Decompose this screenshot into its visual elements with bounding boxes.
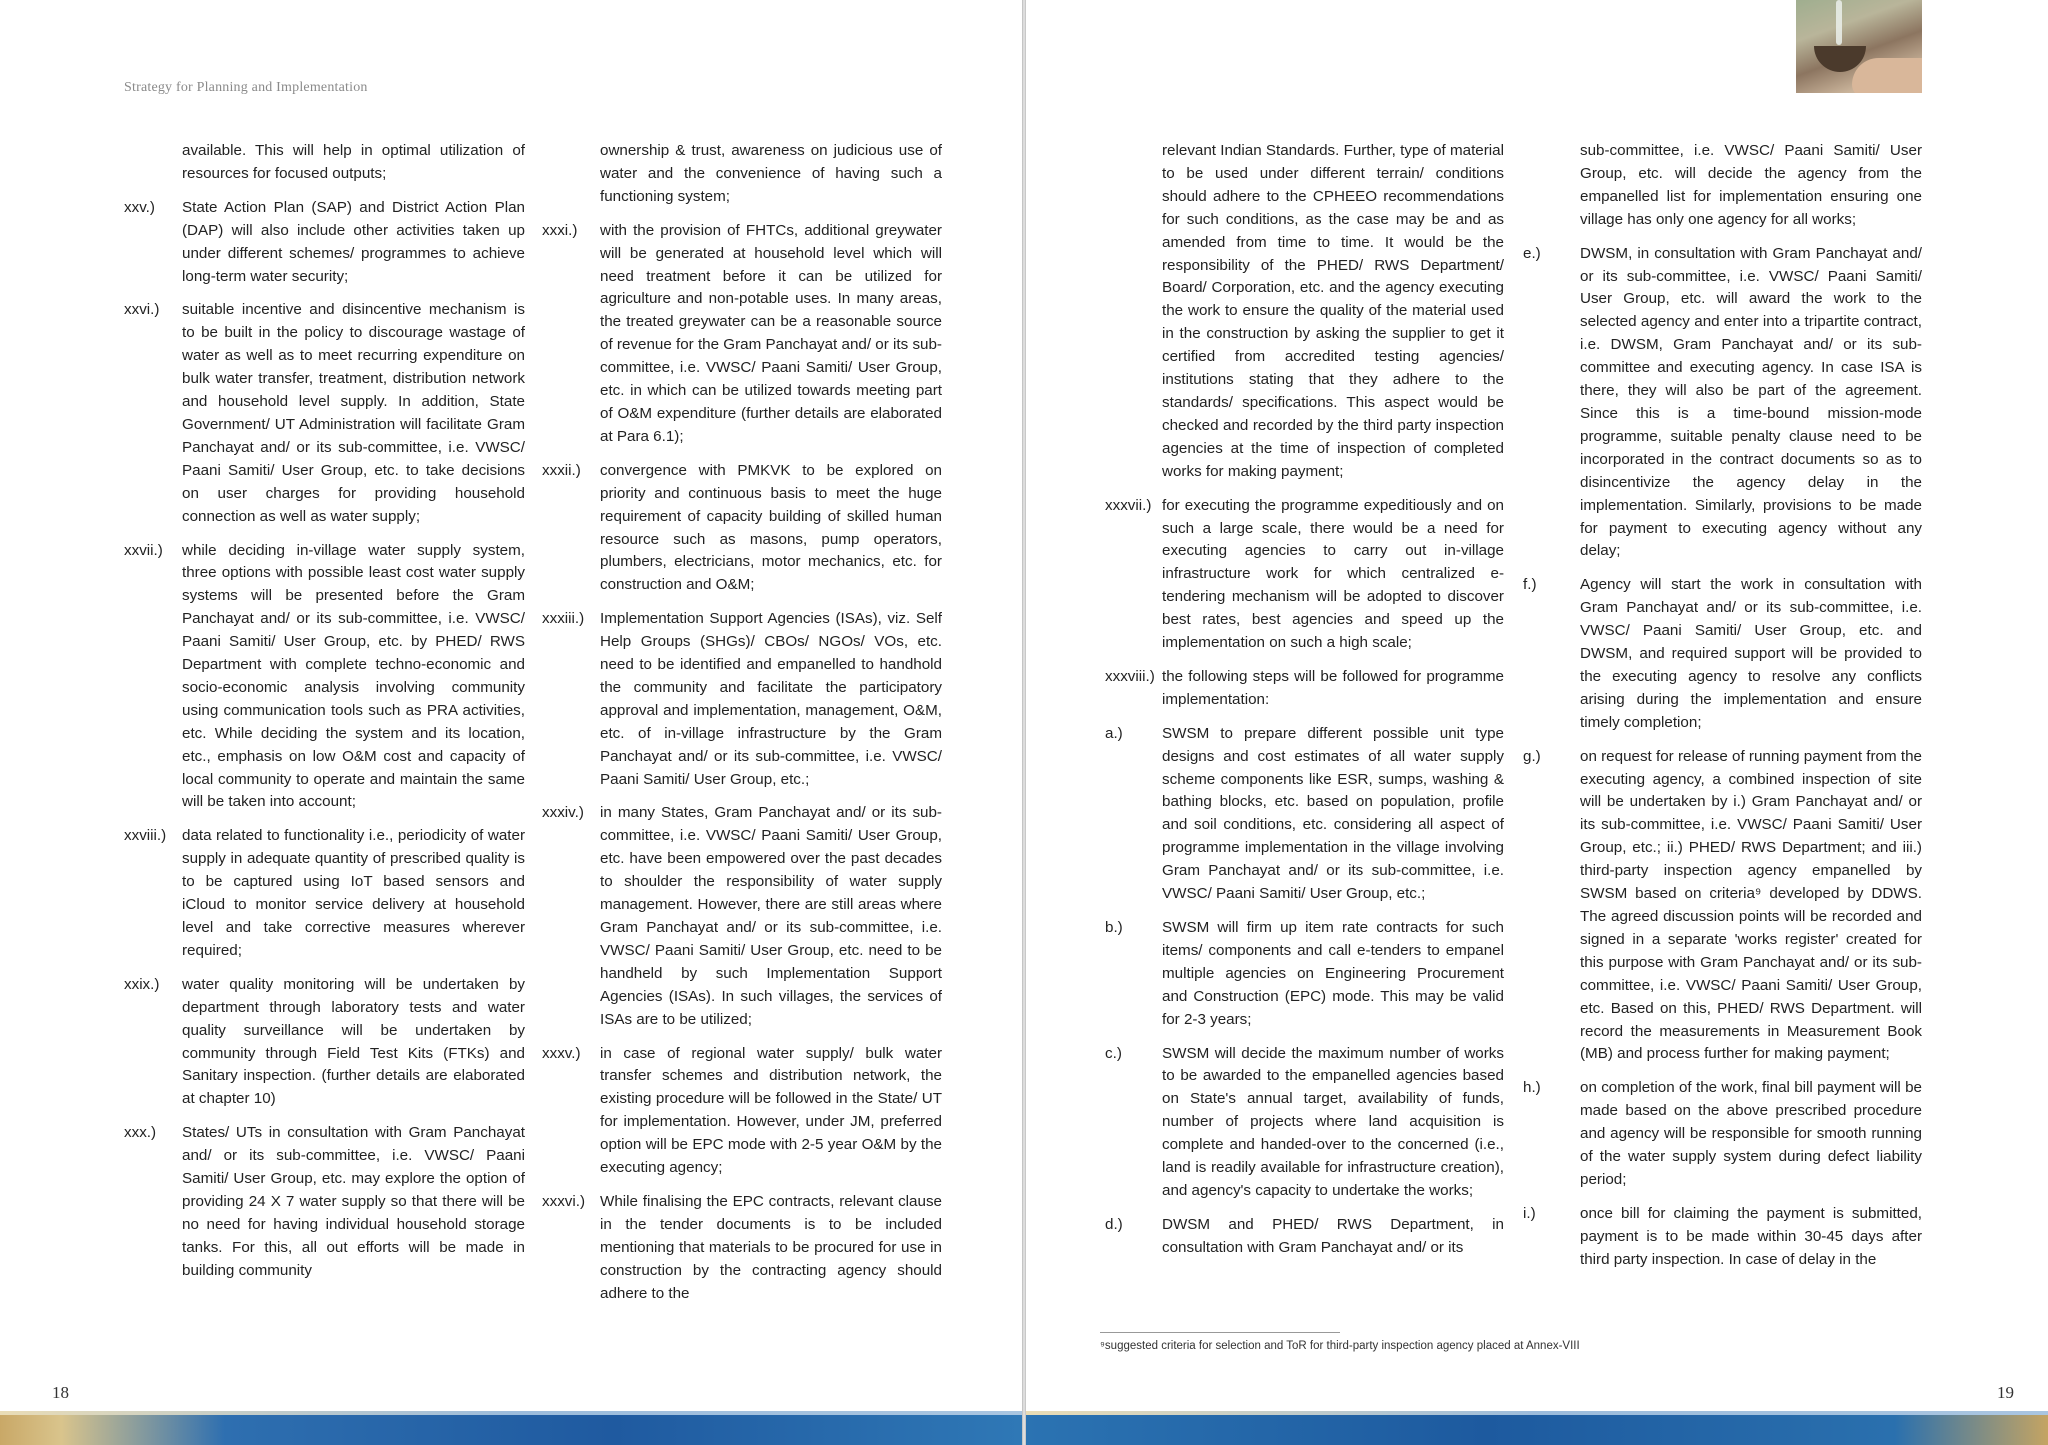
item-text: SWSM to prepare different possible unit type designs and cost estimates of all water supply scheme components like ESR, sumps, washing & bathing blocks, etc. based on population, profile and soil conditions, etc. considering all aspect of programme implementation in the village involving Gram Panchayat and/ or its sub-committee, i.e. VWSC/ Paani Samiti/ User Group, etc.; bbox=[1162, 724, 1504, 903]
item-text: on request for release of running payment from the executing agency, a combined inspection of site will be undertaken by i.) Gram Panchayat and/ or its sub-committee, i.e. VWSC/ Paani Samiti/ User Group, etc.; ii.) PHED/ RWS Department; and iii.) third-party inspection agency empanelled by SWSM based on criteria⁹ developed by DDWS. The agreed discussion points will be recorded and signed in a separate 'works register' created for this purpose with Gram Panchayat and/ or its sub-committee, i.e. VWSC/ Paani Samiti/ User Group, etc. Based on this, PHED/ RWS Department. will record the measurements in Measurement Book (MB) and process further for making payment; bbox=[1580, 747, 1922, 1063]
item-number: xxxv.) bbox=[542, 1044, 581, 1062]
item-text: SWSM will decide the maximum number of works to be awarded to the empanelled agencies based on State's annual target, availability of funds, number of projects where land acquisition is complete and handed-over to the concerned (i.e., land is readily available for infrastructure creation), and agency's capacity to undertake the works; bbox=[1162, 1044, 1504, 1199]
list-item bbox=[542, 1191, 942, 1306]
list-item bbox=[1523, 1203, 1922, 1272]
item-text: once bill for claiming the payment is submitted, payment is to be made within 30-45 days after third party inspection. In case of delay in the bbox=[1580, 1204, 1922, 1268]
list-item bbox=[1105, 495, 1504, 655]
item-text: data related to functionality i.e., periodicity of water supply in adequate quantity of prescribed quality is to be captured using IoT based sensors and iCloud to monitor service delivery at household level and take corrective measures wherever required; bbox=[182, 827, 525, 959]
item-number: a.) bbox=[1105, 724, 1123, 742]
list-item bbox=[124, 974, 525, 1111]
item-text: DWSM, in consultation with Gram Panchayat and/ or its sub-committee, i.e. VWSC/ Paani Samiti/ User Group, etc. will award the work to the selected agency and enter into a tripartite contract, i.e. DWSM, Gram Panchayat and/ or its sub-committee and executing agency. In case ISA is there, they will also be part of the agreement. Since this is a time-bound mission-mode programme, suitable penalty clause need to be incorporated in the contract documents so as to disincentivize the agency delay in the implementation. Similarly, provisions to be made for payment to executing agency without any delay; bbox=[1580, 244, 1922, 560]
list-item bbox=[124, 299, 525, 528]
item-text: SWSM will firm up item rate contracts for such items/ components and call e-tenders to empanel multiple agencies on Engineering Procurement and Construction (EPC) mode. This may be valid for 2-3 years; bbox=[1162, 919, 1504, 1028]
item-number: xxvii.) bbox=[124, 541, 163, 559]
item-number: d.) bbox=[1105, 1215, 1123, 1233]
item-text: While finalising the EPC contracts, relevant clause in the tender documents is to be included mentioning that materials to be procured for use in construction by the contracting agency should adhere to the bbox=[600, 1192, 942, 1302]
item-text: suitable incentive and disincentive mechanism is to be built in the policy to discourage wastage of water as well as to meet recurring expenditure on bulk water transfer, treatment, distribution network and household level supply. In addition, State Government/ UT Administration will facilitate Gram Panchayat and/ or its sub-committee, i.e. VWSC/ Paani Samiti/ User Group, etc. to take decisions on user charges for providing household connection as well as water supply; bbox=[182, 301, 525, 525]
continuation-text: ownership & trust, awareness on judicious use of water and the convenience of having such a functioning system; bbox=[600, 142, 942, 205]
list-item bbox=[124, 825, 525, 962]
list-item bbox=[1523, 243, 1922, 564]
water-pot-photo bbox=[1796, 0, 1922, 93]
footer-band bbox=[0, 1415, 1022, 1445]
item-number: xxv.) bbox=[124, 198, 155, 216]
item-text: with the provision of FHTCs, additional greywater will be generated at household level which will need treatment before it can be utilized for agriculture and non-potable uses. In many areas, the treated greywater can be a reasonable source of revenue for the Gram Panchayat and/ or its sub-committee, i.e. VWSC/ Paani Samiti/ User Group, etc. in which can be utilized towards meeting part of O&M expenditure (further details are elaborated at Para 6.1); bbox=[600, 221, 942, 445]
item-number: b.) bbox=[1105, 919, 1123, 936]
right-column-2 bbox=[1523, 140, 1922, 1283]
right-column-1 bbox=[1105, 140, 1504, 1271]
list-item bbox=[1523, 1077, 1922, 1192]
item-number: xxviii.) bbox=[124, 827, 167, 845]
list-item bbox=[542, 460, 942, 597]
list-item bbox=[1105, 1214, 1504, 1260]
item-number: xxxvii.) bbox=[1105, 496, 1152, 514]
item-number: xxxiii.) bbox=[542, 610, 585, 628]
footnote: ⁹suggested criteria for selection and ToR for third-party inspection agency placed at Annex-VIII bbox=[1100, 1340, 1580, 1352]
left-page bbox=[0, 0, 1022, 1445]
item-number: f.) bbox=[1523, 576, 1537, 594]
item-number: xxxvi.) bbox=[542, 1192, 586, 1210]
item-number: xxxviii.) bbox=[1105, 667, 1155, 685]
list-item bbox=[1105, 723, 1504, 906]
item-number: c.) bbox=[1105, 1044, 1122, 1062]
item-number: xxxi.) bbox=[542, 221, 578, 239]
list-item bbox=[542, 1043, 942, 1180]
item-number: xxxiv.) bbox=[542, 804, 584, 822]
item-text: States/ UTs in consultation with Gram Panchayat and/ or its sub-committee, i.e. VWSC/ Paani Samiti/ User Group, etc. may explore the option of providing 24 X 7 water supply so that there will be no need for having individual household storage tanks. For this, all out efforts will be made in building community bbox=[182, 1124, 525, 1279]
item-number: xxxii.) bbox=[542, 461, 581, 479]
item-number: i.) bbox=[1523, 1204, 1536, 1222]
item-number: xxvi.) bbox=[124, 301, 160, 319]
item-text: while deciding in-village water supply system, three options with possible least cost water supply systems will be presented before the Gram Panchayat and/ or its sub-committee, i.e. VWSC/ Paani Samiti/ User Group, etc. by PHED/ RWS Department with complete techno-economic and socio-economic analysis involving community using communication tools such as PRA activities, etc. While deciding the system and its location, etc., emphasis on low O&M cost and capacity of local community to operate and maintain the same will be taken into account; bbox=[182, 541, 525, 811]
continuation-text: sub-committee, i.e. VWSC/ Paani Samiti/ User Group, etc. will decide the agency from the empanelled list for implementation ensuring one village has only one agency for all works; bbox=[1580, 142, 1922, 228]
left-column-2 bbox=[542, 140, 942, 1317]
item-text: for executing the programme expeditiously and on such a large scale, there would be a need for executing agencies to carry out in-village infrastructure work for which centralized e-tendering mechanism will be adopted to discover best rates, best agencies and speed up the implementation on such a high scale; bbox=[1162, 496, 1504, 652]
item-number: xxix.) bbox=[124, 975, 160, 993]
left-column-1 bbox=[124, 140, 525, 1294]
item-text: State Action Plan (SAP) and District Action Plan (DAP) will also include other activities taken up under different schemes/ programmes to achieve long-term water security; bbox=[182, 198, 525, 285]
item-number: xxx.) bbox=[124, 1124, 157, 1142]
list-item bbox=[1105, 666, 1504, 712]
item-text: water quality monitoring will be undertaken by department through laboratory tests and water quality surveillance will be undertaken by community through Field Test Kits (FTKs) and Sanitary inspection. (further details are elaborated at chapter 10) bbox=[182, 975, 525, 1108]
list-item bbox=[542, 220, 942, 449]
item-number: e.) bbox=[1523, 244, 1541, 262]
running-head: Strategy for Planning and Implementation bbox=[124, 80, 368, 95]
list-item bbox=[1105, 917, 1504, 1032]
continuation-text: available. This will help in optimal utilization of resources for focused outputs; bbox=[182, 142, 525, 182]
item-number: h.) bbox=[1523, 1079, 1541, 1097]
page-number: 18 bbox=[52, 1383, 69, 1402]
list-item bbox=[124, 197, 525, 289]
item-text: DWSM and PHED/ RWS Department, in consultation with Gram Panchayat and/ or its bbox=[1162, 1215, 1504, 1256]
footer-band bbox=[1026, 1415, 2048, 1445]
list-item bbox=[1523, 574, 1922, 734]
item-number: g.) bbox=[1523, 747, 1541, 765]
item-text: on completion of the work, final bill payment will be made based on the above prescribed procedure and agency will be responsible for smooth running of the water supply system during defect liability period; bbox=[1580, 1079, 1922, 1188]
item-text: in many States, Gram Panchayat and/ or its sub-committee, i.e. VWSC/ Paani Samiti/ User Group, etc. have been empowered over the past decades to shoulder the responsibility of water supply management. However, there are still areas where Gram Panchayat and/ or its sub-committee, i.e. VWSC/ Paani Samiti/ User Group, etc. need to be handheld by such Implementation Support Agencies (ISAs). In such villages, the services of ISAs are to be utilized; bbox=[600, 804, 942, 1028]
list-item bbox=[542, 608, 942, 791]
item-text: Agency will start the work in consultation with Gram Panchayat and/ or its sub-committee, i.e. VWSC/ Paani Samiti/ User Group, etc. and DWSM, and required support will be provided to the executing agency to resolve any conflicts arising during the implementation and ensure timely completion; bbox=[1580, 576, 1922, 731]
item-text: convergence with PMKVK to be explored on priority and continuous basis to meet the huge requirement of capacity building of skilled human resource such as masons, pump operators, plumbers, electricians, motor mechanics, etc. for construction and O&M; bbox=[600, 461, 942, 594]
page-number: 19 bbox=[1997, 1383, 2014, 1402]
item-text: in case of regional water supply/ bulk water transfer schemes and distribution network, the existing procedure will be followed in the State/ UT for implementation. However, under JM, preferred option will be EPC mode with 2-5 year O&M by the executing agency; bbox=[600, 1044, 942, 1177]
item-text: the following steps will be followed for programme implementation: bbox=[1162, 667, 1504, 708]
right-page bbox=[1026, 0, 2048, 1445]
list-item bbox=[124, 1122, 525, 1282]
list-item bbox=[1105, 1043, 1504, 1203]
list-item bbox=[542, 802, 942, 1031]
list-item bbox=[1523, 746, 1922, 1067]
footnote-rule bbox=[1100, 1332, 1340, 1333]
list-item bbox=[124, 540, 525, 815]
item-text: Implementation Support Agencies (ISAs), viz. Self Help Groups (SHGs)/ CBOs/ NGOs/ VOs, etc. need to be identified and empanelled to handhold the community and facilitate the participatory approval and implementation, management, O&M, etc. of in-village infrastructure by the Gram Panchayat and/ or its sub-committee, i.e. VWSC/ Paani Samiti/ User Group, etc.; bbox=[600, 610, 942, 788]
continuation-text: relevant Indian Standards. Further, type of material to be used under different terrain/ conditions should adhere to the CPHEEO recommendations for such conditions, as the case may be and as amended from time to time. It would be the responsibility of the PHED/ RWS Department/ Board/ Corporation, etc. and the agency executing the work to ensure the quality of the material used in the construction by asking the supplier to get it certified from accredited testing agencies/ institutions stating that they adhere to the standards/ specifications. This aspect would be checked and recorded by the third party inspection agencies at the time of inspection of completed works for making payment; bbox=[1162, 142, 1504, 480]
